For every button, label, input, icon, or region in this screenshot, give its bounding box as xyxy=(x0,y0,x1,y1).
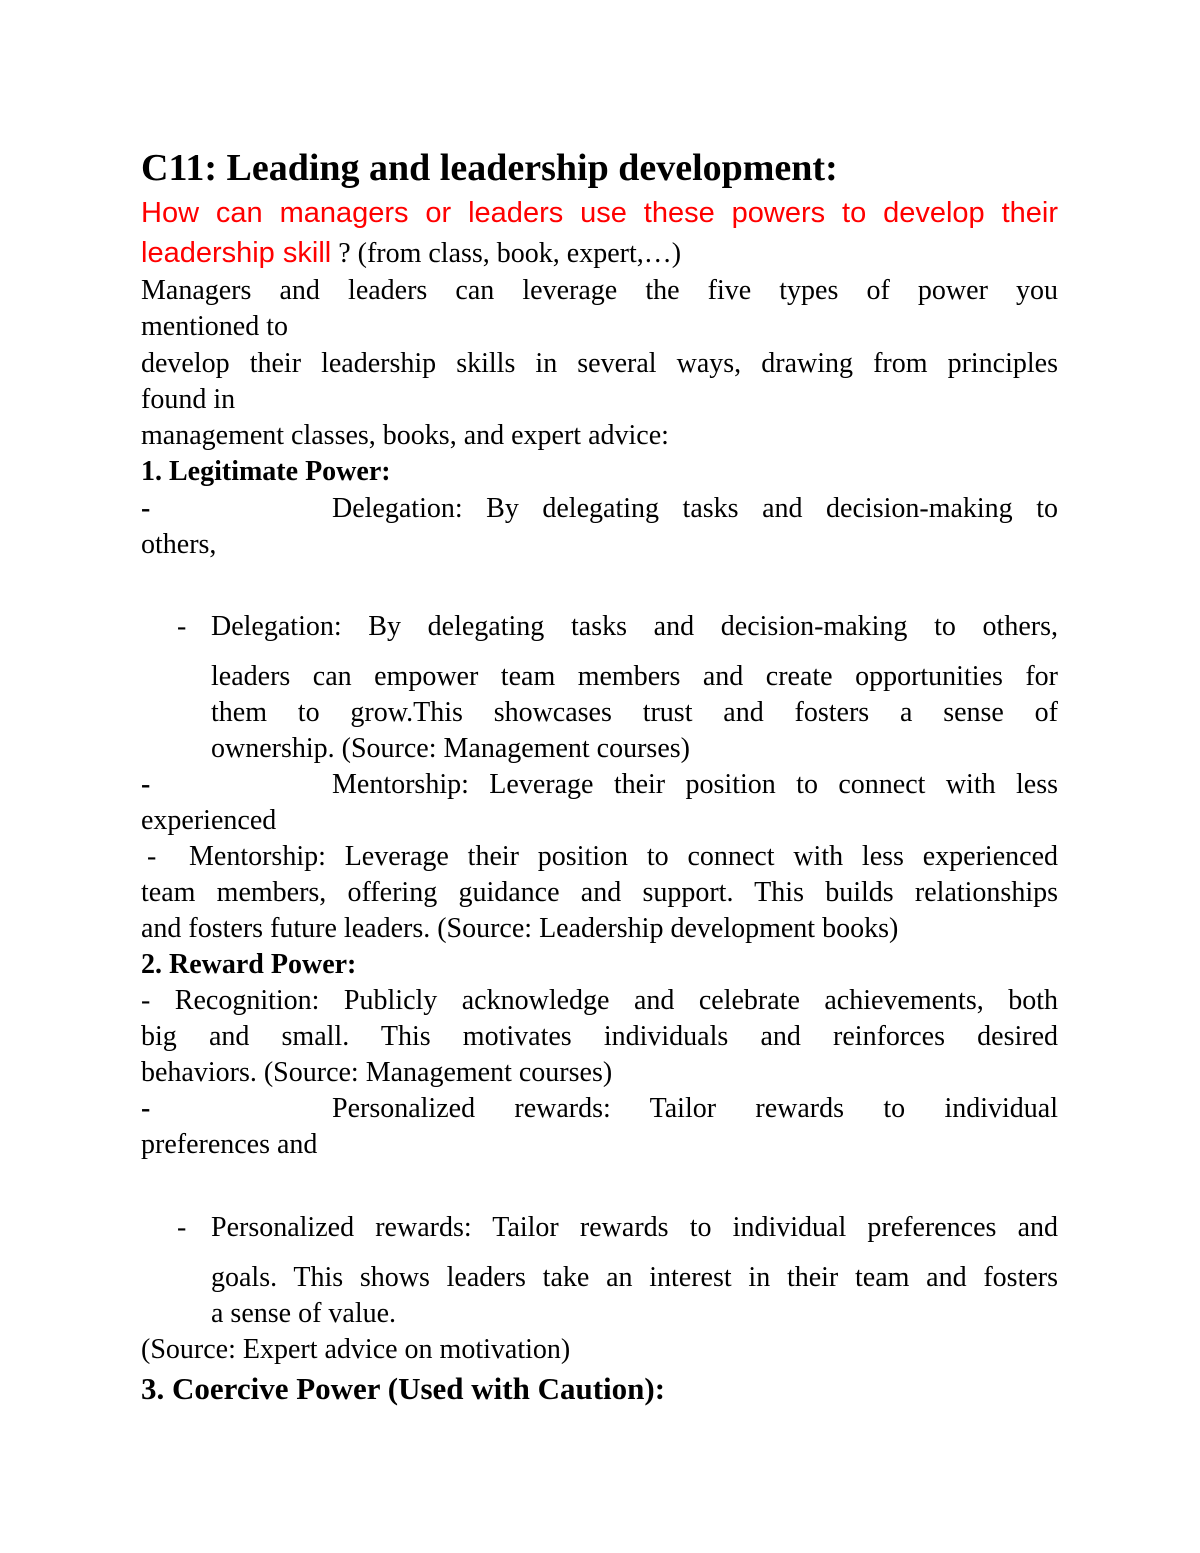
recognition-line-3: behaviors. (Source: Management courses) xyxy=(141,1057,613,1088)
delegation-short-line-b: others, xyxy=(141,529,217,560)
list-dash: - xyxy=(177,611,187,642)
delegation-full-line-2: leaders can empower team members and create opportunities for xyxy=(211,661,1058,692)
rewards-short-line-b: preferences and xyxy=(141,1129,318,1160)
recognition-line-2: big and small. This motivates individuals and reinforces desired xyxy=(141,1021,1058,1052)
delegation-full-line-3: them to grow.This showcases trust and fosters a sense of xyxy=(211,697,1058,728)
intro-line-5: management classes, books, and expert advice: xyxy=(141,420,669,451)
page-title: C11: Leading and leadership development: xyxy=(141,147,838,189)
bullet-dash: - xyxy=(141,769,151,800)
delegation-full-line-1: Delegation: By delegating tasks and decision-making to others, xyxy=(211,611,1058,642)
list-dash: - xyxy=(147,841,157,872)
rewards-short-text: Personalized rewards: Tailor rewards to individual xyxy=(332,1093,1058,1124)
list-dash: - xyxy=(177,1212,187,1243)
rewards-full-line-2: goals. This shows leaders take an interest in their team and fosters xyxy=(211,1262,1058,1293)
mentorship-full-line-2: team members, offering guidance and support. This builds relationships xyxy=(141,877,1058,908)
delegation-full-line-4: ownership. (Source: Management courses) xyxy=(211,733,690,764)
rewards-full-line-3: a sense of value. xyxy=(211,1298,397,1329)
delegation-short-text: Delegation: By delegating tasks and decision-making to xyxy=(332,493,1058,524)
rewards-full-line-1: Personalized rewards: Tailor rewards to individual preferences and xyxy=(211,1212,1058,1243)
question-line-1: How can managers or leaders use these powers to develop their xyxy=(141,197,1058,229)
mentorship-short-line-b: experienced xyxy=(141,805,277,836)
intro-line-4: found in xyxy=(141,384,236,415)
rewards-source-line: (Source: Expert advice on motivation) xyxy=(141,1334,571,1365)
recognition-line-1: - Recognition: Publicly acknowledge and celebrate achievements, both xyxy=(141,985,1058,1016)
delegation-short-line-a xyxy=(141,491,1058,527)
mentorship-short-line-a xyxy=(141,767,1058,803)
section-2-title: 2. Reward Power: xyxy=(141,949,357,980)
mentorship-short-text: Mentorship: Leverage their position to connect with less xyxy=(332,769,1058,800)
rewards-short-line-a xyxy=(141,1091,1058,1127)
section-3-title: 3. Coercive Power (Used with Caution): xyxy=(141,1371,666,1406)
mentorship-full-line-1: Mentorship: Leverage their position to connect with less experienced xyxy=(189,841,1058,872)
question-red-text: leadership skill xyxy=(141,237,332,269)
mentorship-full-line-3: and fosters future leaders. (Source: Leadership development books) xyxy=(141,913,899,944)
question-line-2 xyxy=(141,235,1058,272)
section-1-title: 1. Legitimate Power: xyxy=(141,456,391,487)
bullet-dash: - xyxy=(141,493,151,524)
intro-line-2: mentioned to xyxy=(141,311,288,342)
bullet-dash: - xyxy=(141,1093,151,1124)
intro-line-3: develop their leadership skills in several ways, drawing from principles xyxy=(141,348,1058,379)
intro-line-1: Managers and leaders can leverage the five types of power you xyxy=(141,275,1058,306)
question-rest-text: ? (from class, book, expert,…) xyxy=(331,238,682,269)
